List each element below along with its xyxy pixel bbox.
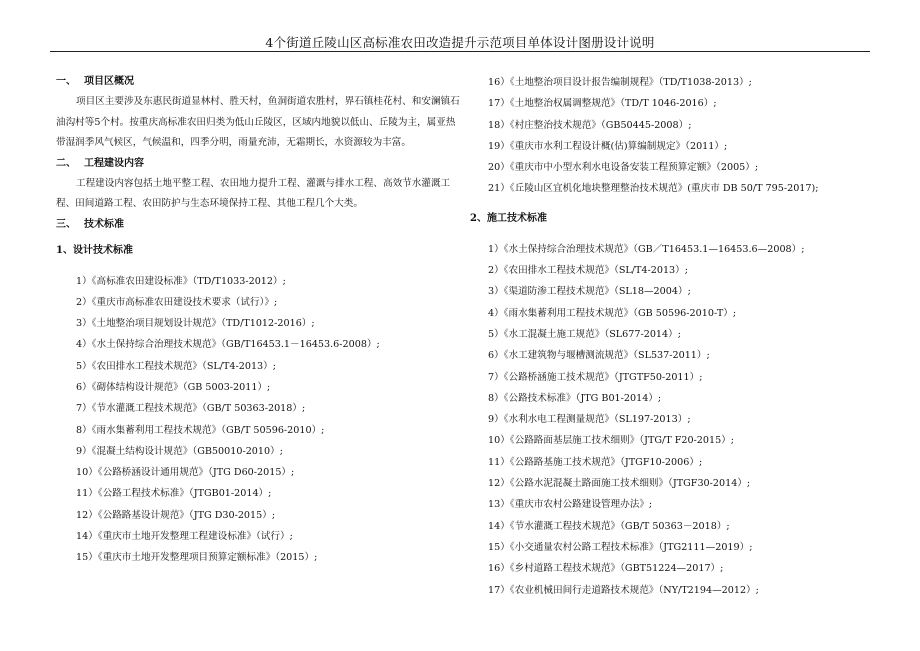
design-standards-list <box>56 271 461 569</box>
list-item: 4）《雨水集蓄利用工程技术规范》（GB 50596-2010-T）; <box>488 307 737 319</box>
design-standards-heading: 1、设计技术标准 <box>56 244 133 256</box>
list-item: 17）《农业机械田间行走道路技术规范》（NY/T2194—2012）; <box>488 584 759 596</box>
list-item: 8）《公路技术标准》（JTG B01-2014）; <box>488 392 662 404</box>
page-title: 4个街道丘陵山区高标准农田改造提升示范项目单体设计图册设计说明 <box>265 35 655 50</box>
section-title: 工程建设内容 <box>84 157 144 169</box>
list-item: 8）《雨水集蓄利用工程技术规范》（GB/T 50596-2010）; <box>76 424 325 436</box>
list-item: 10）《公路桥涵设计通用规范》（JTG D60-2015）; <box>76 467 295 479</box>
section-number: 三、 <box>56 218 76 230</box>
list-item: 2）《重庆市高标准农田建设技术要求（试行）》; <box>76 296 278 308</box>
section-heading-overview <box>56 72 461 92</box>
list-item: 7）《节水灌溉工程技术规范》（GB/T 50363-2018）; <box>76 403 306 415</box>
title-divider <box>50 51 870 52</box>
list-item: 3）《渠道防渗工程技术规范》（SL18—2004）; <box>488 286 691 298</box>
section-title: 技术标准 <box>84 218 124 230</box>
design-standards-list-cont <box>470 72 890 200</box>
list-item: 12）《公路水泥混凝土路面施工技术细则》（JTGF30-2014）; <box>488 478 751 490</box>
list-item: 11）《公路路基施工技术规范》（JTGF10-2006）; <box>488 456 703 468</box>
list-item: 11）《公路工程技术标准》（JTGB01-2014）; <box>76 488 272 500</box>
list-item: 5）《水工混凝土施工规范》（SL677-2014）; <box>488 328 681 340</box>
list-item: 1）《水土保持综合治理技术规范》（GB／T16453.1—16453.6—2008）; <box>488 243 805 255</box>
list-item: 17）《土地整治权属调整规范》（TD/T 1046-2016）; <box>488 98 717 110</box>
list-item: 12）《公路路基设计规范》（JTG D30-2015）; <box>76 509 276 521</box>
section-heading-construction <box>56 154 461 174</box>
section-title: 项目区概况 <box>84 76 134 87</box>
list-item: 19）《重庆市水利工程设计概(估)算编制规定》（2011）; <box>488 140 728 152</box>
list-item: 1）《高标准农田建设标准》（TD/T1033-2012）; <box>76 275 286 287</box>
list-item: 9）《混凝土结构设计规范》（GB50010-2010）; <box>76 445 283 457</box>
list-item: 15）《重庆市土地开发整理项目预算定额标准》（2015）; <box>76 552 318 564</box>
list-item: 10）《公路路面基层施工技术细则》（JTG/T F20-2015）; <box>488 435 735 447</box>
overview-paragraph: 项目区主要涉及东惠民街道显林村、胜天村，鱼洞街道农胜村，界石镇桂花村、和安澜镇石油沟村等5个村。按重庆高标准农田归类为低山丘陵区，区域内地貌以低山、丘陵为主，属亚热带湿润季风气候区，气候温和，四季分明，雨量充沛，无霜期长，水资源较为丰富。 <box>56 96 460 148</box>
construction-standards-list <box>470 239 890 601</box>
list-item: 14）《重庆市土地开发整理工程建设标准》（试行）; <box>76 531 293 543</box>
list-item: 20）《重庆市中小型水利水电设备安装工程预算定额》（2005）; <box>488 162 759 174</box>
list-item: 16）《土地整治项目设计报告编制规程》（TD/T1038-2013）; <box>488 77 752 88</box>
list-item: 5）《农田排水工程技术规范》（SL/T4-2013）; <box>76 360 276 372</box>
list-item: 2）《农田排水工程技术规范》（SL/T4-2013）; <box>488 265 688 277</box>
list-item: 13）《重庆市农村公路建设管理办法》; <box>488 499 653 511</box>
list-item: 6）《砌体结构设计规范》（GB 5003-2011）; <box>76 381 271 393</box>
list-item: 18）《村庄整治技术规范》（GB50445-2008）; <box>488 119 692 131</box>
list-item: 21）《丘陵山区宜机化地块整理整治技术规范》(重庆市 DB 50/T 795-2017); <box>488 183 819 195</box>
list-item: 3）《土地整治项目规划设计规范》（TD/T1012-2016）; <box>76 318 315 330</box>
left-column <box>56 72 461 569</box>
list-item: 15）《小交通量农村公路工程技术标准》（JTG2111—2019）; <box>488 541 753 553</box>
list-item: 7）《公路桥涵施工技术规范》（JTGTF50-2011）; <box>488 371 703 383</box>
construction-paragraph: 工程建设内容包括土地平整工程、农田地力提升工程、灌溉与排水工程、高效节水灌溉工程、田间道路工程、农田防护与生态环境保持工程、其他工程几个大类。 <box>56 177 451 209</box>
section-number: 一、 <box>56 76 76 87</box>
list-item: 9）《水利水电工程测量规范》（SL197-2013）; <box>488 414 691 426</box>
construction-standards-heading: 2、施工技术标准 <box>470 212 547 224</box>
section-heading-standards <box>56 215 461 235</box>
section-number: 二、 <box>56 157 76 169</box>
list-item: 16）《乡村道路工程技术规范》（GBT51224—2017）; <box>488 563 724 575</box>
list-item: 14）《节水灌溉工程技术规范》（GB/T 50363－2018）; <box>488 520 730 532</box>
right-column <box>470 72 890 601</box>
list-item: 6）《水工建筑物与堰槽测流规范》（SL537-2011）; <box>488 350 710 362</box>
list-item: 4）《水土保持综合治理技术规范》（GB/T16453.1－16453.6-2008）; <box>76 339 380 351</box>
